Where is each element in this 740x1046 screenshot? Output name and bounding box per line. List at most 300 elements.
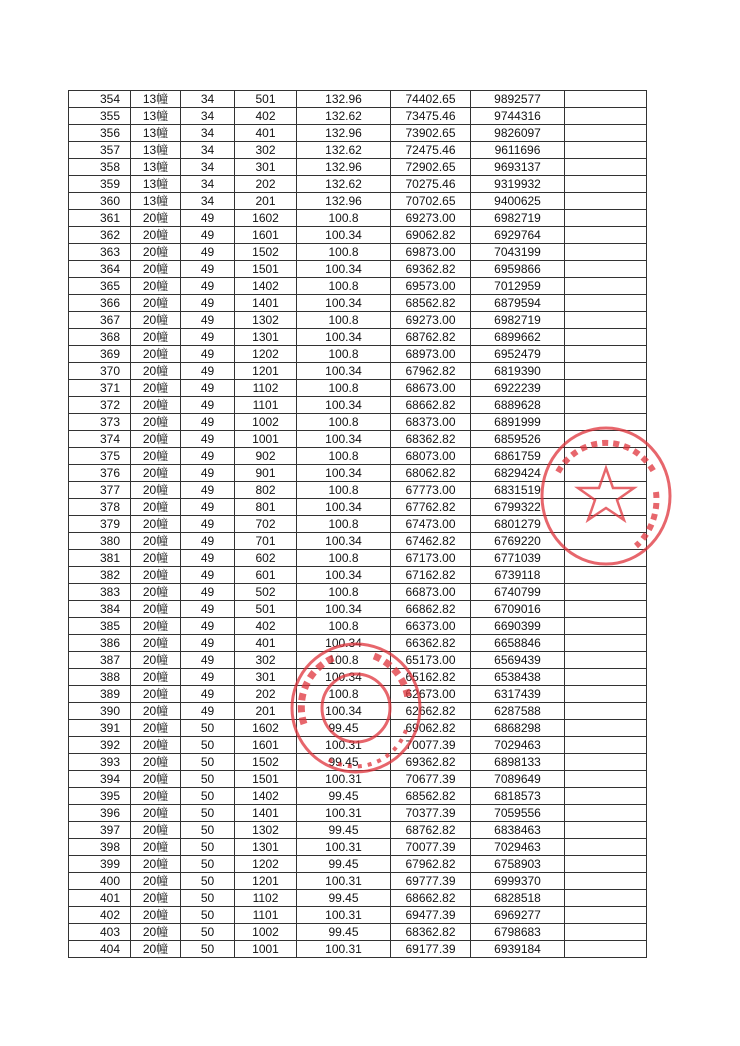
- remark-cell: [565, 941, 647, 958]
- unit-price-cell: 70077.39: [391, 737, 471, 754]
- unit-price-cell: 68362.82: [391, 924, 471, 941]
- unit-price-cell: 69062.82: [391, 227, 471, 244]
- remark-cell: [565, 346, 647, 363]
- unit-cell: 49: [181, 227, 235, 244]
- total-price-cell: 6982719: [471, 210, 565, 227]
- building-cell: 20幢: [131, 295, 181, 312]
- room-cell: 1602: [235, 720, 297, 737]
- unit-cell: 49: [181, 210, 235, 227]
- price-table-sheet: [68, 90, 647, 958]
- table-row: [69, 244, 647, 261]
- total-price-cell: 6838463: [471, 822, 565, 839]
- total-price-cell: 9693137: [471, 159, 565, 176]
- table-body: [69, 91, 647, 958]
- building-cell: 20幢: [131, 839, 181, 856]
- row-number-cell: 382: [69, 567, 131, 584]
- area-cell: 100.31: [297, 839, 391, 856]
- unit-cell: 49: [181, 363, 235, 380]
- row-number-cell: 383: [69, 584, 131, 601]
- table-row: [69, 839, 647, 856]
- table-row: [69, 210, 647, 227]
- unit-cell: 50: [181, 941, 235, 958]
- total-price-cell: 6658846: [471, 635, 565, 652]
- room-cell: 1501: [235, 261, 297, 278]
- building-cell: 20幢: [131, 805, 181, 822]
- table-row: [69, 720, 647, 737]
- room-cell: 602: [235, 550, 297, 567]
- area-cell: 99.45: [297, 890, 391, 907]
- unit-cell: 49: [181, 278, 235, 295]
- area-cell: 132.96: [297, 193, 391, 210]
- room-cell: 501: [235, 601, 297, 618]
- row-number-cell: 388: [69, 669, 131, 686]
- room-cell: 301: [235, 159, 297, 176]
- unit-cell: 49: [181, 465, 235, 482]
- row-number-cell: 355: [69, 108, 131, 125]
- table-row: [69, 499, 647, 516]
- unit-cell: 49: [181, 346, 235, 363]
- remark-cell: [565, 278, 647, 295]
- room-cell: 1102: [235, 380, 297, 397]
- unit-cell: 50: [181, 805, 235, 822]
- unit-price-cell: 69273.00: [391, 312, 471, 329]
- room-cell: 1302: [235, 822, 297, 839]
- table-row: [69, 227, 647, 244]
- table-row: [69, 516, 647, 533]
- unit-price-cell: 67962.82: [391, 363, 471, 380]
- room-cell: 401: [235, 125, 297, 142]
- row-number-cell: 366: [69, 295, 131, 312]
- building-cell: 20幢: [131, 686, 181, 703]
- area-cell: 100.31: [297, 941, 391, 958]
- unit-price-cell: 68662.82: [391, 397, 471, 414]
- table-row: [69, 346, 647, 363]
- row-number-cell: 363: [69, 244, 131, 261]
- room-cell: 1602: [235, 210, 297, 227]
- remark-cell: [565, 91, 647, 108]
- total-price-cell: 6690399: [471, 618, 565, 635]
- room-cell: 401: [235, 635, 297, 652]
- area-cell: 100.8: [297, 686, 391, 703]
- room-cell: 901: [235, 465, 297, 482]
- unit-price-cell: 66373.00: [391, 618, 471, 635]
- unit-cell: 49: [181, 618, 235, 635]
- table-row: [69, 907, 647, 924]
- room-cell: 302: [235, 652, 297, 669]
- row-number-cell: 384: [69, 601, 131, 618]
- unit-price-cell: 68673.00: [391, 380, 471, 397]
- table-row: [69, 737, 647, 754]
- room-cell: 1002: [235, 414, 297, 431]
- unit-cell: 49: [181, 499, 235, 516]
- unit-price-cell: 68373.00: [391, 414, 471, 431]
- table-row: [69, 890, 647, 907]
- unit-cell: 49: [181, 703, 235, 720]
- total-price-cell: 9826097: [471, 125, 565, 142]
- area-cell: 132.96: [297, 159, 391, 176]
- unit-price-cell: 66873.00: [391, 584, 471, 601]
- total-price-cell: 6922239: [471, 380, 565, 397]
- total-price-cell: 6939184: [471, 941, 565, 958]
- row-number-cell: 397: [69, 822, 131, 839]
- area-cell: 100.8: [297, 618, 391, 635]
- table-row: [69, 482, 647, 499]
- unit-cell: 34: [181, 159, 235, 176]
- total-price-cell: 6771039: [471, 550, 565, 567]
- remark-cell: [565, 431, 647, 448]
- table-row: [69, 91, 647, 108]
- table-row: [69, 618, 647, 635]
- price-table: [68, 90, 647, 958]
- unit-cell: 34: [181, 91, 235, 108]
- row-number-cell: 356: [69, 125, 131, 142]
- row-number-cell: 367: [69, 312, 131, 329]
- area-cell: 100.34: [297, 635, 391, 652]
- building-cell: 20幢: [131, 737, 181, 754]
- table-row: [69, 142, 647, 159]
- table-row: [69, 261, 647, 278]
- remark-cell: [565, 652, 647, 669]
- total-price-cell: 6929764: [471, 227, 565, 244]
- row-number-cell: 404: [69, 941, 131, 958]
- area-cell: 100.34: [297, 363, 391, 380]
- total-price-cell: 9611696: [471, 142, 565, 159]
- row-number-cell: 378: [69, 499, 131, 516]
- table-row: [69, 363, 647, 380]
- table-row: [69, 822, 647, 839]
- row-number-cell: 373: [69, 414, 131, 431]
- table-row: [69, 125, 647, 142]
- total-price-cell: 6959866: [471, 261, 565, 278]
- room-cell: 701: [235, 533, 297, 550]
- area-cell: 100.34: [297, 499, 391, 516]
- total-price-cell: 6982719: [471, 312, 565, 329]
- building-cell: 20幢: [131, 499, 181, 516]
- table-row: [69, 584, 647, 601]
- unit-cell: 49: [181, 397, 235, 414]
- remark-cell: [565, 839, 647, 856]
- unit-price-cell: 66362.82: [391, 635, 471, 652]
- building-cell: 13幢: [131, 91, 181, 108]
- unit-price-cell: 69362.82: [391, 754, 471, 771]
- room-cell: 1402: [235, 278, 297, 295]
- remark-cell: [565, 890, 647, 907]
- unit-cell: 49: [181, 295, 235, 312]
- remark-cell: [565, 244, 647, 261]
- table-row: [69, 431, 647, 448]
- unit-price-cell: 69177.39: [391, 941, 471, 958]
- row-number-cell: 354: [69, 91, 131, 108]
- table-row: [69, 941, 647, 958]
- building-cell: 20幢: [131, 941, 181, 958]
- total-price-cell: 9400625: [471, 193, 565, 210]
- unit-price-cell: 69362.82: [391, 261, 471, 278]
- room-cell: 301: [235, 669, 297, 686]
- unit-cell: 34: [181, 125, 235, 142]
- unit-price-cell: 62673.00: [391, 686, 471, 703]
- unit-price-cell: 62662.82: [391, 703, 471, 720]
- table-row: [69, 686, 647, 703]
- unit-cell: 50: [181, 907, 235, 924]
- total-price-cell: 6758903: [471, 856, 565, 873]
- building-cell: 20幢: [131, 907, 181, 924]
- total-price-cell: 6287588: [471, 703, 565, 720]
- unit-cell: 49: [181, 380, 235, 397]
- table-row: [69, 193, 647, 210]
- building-cell: 13幢: [131, 125, 181, 142]
- unit-price-cell: 70702.65: [391, 193, 471, 210]
- room-cell: 1002: [235, 924, 297, 941]
- unit-price-cell: 68973.00: [391, 346, 471, 363]
- row-number-cell: 400: [69, 873, 131, 890]
- unit-price-cell: 73475.46: [391, 108, 471, 125]
- area-cell: 132.62: [297, 176, 391, 193]
- remark-cell: [565, 397, 647, 414]
- area-cell: 132.96: [297, 91, 391, 108]
- remark-cell: [565, 159, 647, 176]
- building-cell: 20幢: [131, 635, 181, 652]
- room-cell: 1001: [235, 431, 297, 448]
- unit-cell: 50: [181, 771, 235, 788]
- total-price-cell: 6891999: [471, 414, 565, 431]
- remark-cell: [565, 669, 647, 686]
- remark-cell: [565, 363, 647, 380]
- row-number-cell: 393: [69, 754, 131, 771]
- remark-cell: [565, 312, 647, 329]
- room-cell: 1001: [235, 941, 297, 958]
- remark-cell: [565, 414, 647, 431]
- unit-cell: 50: [181, 822, 235, 839]
- area-cell: 99.45: [297, 754, 391, 771]
- unit-cell: 50: [181, 839, 235, 856]
- table-row: [69, 754, 647, 771]
- table-row: [69, 414, 647, 431]
- table-row: [69, 448, 647, 465]
- room-cell: 801: [235, 499, 297, 516]
- building-cell: 20幢: [131, 771, 181, 788]
- remark-cell: [565, 686, 647, 703]
- remark-cell: [565, 720, 647, 737]
- room-cell: 601: [235, 567, 297, 584]
- total-price-cell: 7043199: [471, 244, 565, 261]
- unit-price-cell: 73902.65: [391, 125, 471, 142]
- table-row: [69, 873, 647, 890]
- total-price-cell: 7089649: [471, 771, 565, 788]
- unit-cell: 49: [181, 244, 235, 261]
- building-cell: 20幢: [131, 414, 181, 431]
- building-cell: 20幢: [131, 567, 181, 584]
- unit-cell: 49: [181, 584, 235, 601]
- total-price-cell: 6828518: [471, 890, 565, 907]
- remark-cell: [565, 754, 647, 771]
- unit-price-cell: 65162.82: [391, 669, 471, 686]
- table-row: [69, 159, 647, 176]
- row-number-cell: 377: [69, 482, 131, 499]
- unit-price-cell: 67462.82: [391, 533, 471, 550]
- row-number-cell: 399: [69, 856, 131, 873]
- room-cell: 702: [235, 516, 297, 533]
- total-price-cell: 6999370: [471, 873, 565, 890]
- building-cell: 20幢: [131, 652, 181, 669]
- total-price-cell: 7029463: [471, 737, 565, 754]
- unit-cell: 49: [181, 652, 235, 669]
- row-number-cell: 379: [69, 516, 131, 533]
- room-cell: 902: [235, 448, 297, 465]
- row-number-cell: 362: [69, 227, 131, 244]
- area-cell: 100.8: [297, 244, 391, 261]
- total-price-cell: 6829424: [471, 465, 565, 482]
- building-cell: 20幢: [131, 669, 181, 686]
- table-row: [69, 465, 647, 482]
- unit-price-cell: 69062.82: [391, 720, 471, 737]
- room-cell: 1601: [235, 737, 297, 754]
- area-cell: 100.31: [297, 805, 391, 822]
- table-row: [69, 805, 647, 822]
- row-number-cell: 398: [69, 839, 131, 856]
- row-number-cell: 395: [69, 788, 131, 805]
- table-row: [69, 567, 647, 584]
- unit-price-cell: 70677.39: [391, 771, 471, 788]
- unit-price-cell: 72475.46: [391, 142, 471, 159]
- area-cell: 100.31: [297, 907, 391, 924]
- unit-price-cell: 69873.00: [391, 244, 471, 261]
- unit-price-cell: 68762.82: [391, 822, 471, 839]
- table-row: [69, 652, 647, 669]
- building-cell: 20幢: [131, 363, 181, 380]
- area-cell: 100.31: [297, 737, 391, 754]
- row-number-cell: 358: [69, 159, 131, 176]
- row-number-cell: 365: [69, 278, 131, 295]
- building-cell: 20幢: [131, 312, 181, 329]
- unit-price-cell: 69273.00: [391, 210, 471, 227]
- unit-price-cell: 67762.82: [391, 499, 471, 516]
- remark-cell: [565, 703, 647, 720]
- building-cell: 13幢: [131, 176, 181, 193]
- building-cell: 20幢: [131, 584, 181, 601]
- area-cell: 100.34: [297, 329, 391, 346]
- building-cell: 20幢: [131, 210, 181, 227]
- unit-cell: 50: [181, 737, 235, 754]
- building-cell: 20幢: [131, 890, 181, 907]
- unit-cell: 50: [181, 924, 235, 941]
- row-number-cell: 368: [69, 329, 131, 346]
- unit-cell: 49: [181, 482, 235, 499]
- unit-cell: 50: [181, 754, 235, 771]
- building-cell: 20幢: [131, 465, 181, 482]
- total-price-cell: 9892577: [471, 91, 565, 108]
- total-price-cell: 6317439: [471, 686, 565, 703]
- area-cell: 100.34: [297, 669, 391, 686]
- unit-price-cell: 68762.82: [391, 329, 471, 346]
- unit-price-cell: 69777.39: [391, 873, 471, 890]
- unit-cell: 49: [181, 635, 235, 652]
- remark-cell: [565, 176, 647, 193]
- total-price-cell: 6861759: [471, 448, 565, 465]
- area-cell: 100.34: [297, 703, 391, 720]
- total-price-cell: 6969277: [471, 907, 565, 924]
- unit-cell: 34: [181, 176, 235, 193]
- total-price-cell: 6801279: [471, 516, 565, 533]
- total-price-cell: 6739118: [471, 567, 565, 584]
- remark-cell: [565, 329, 647, 346]
- total-price-cell: 6898133: [471, 754, 565, 771]
- unit-cell: 50: [181, 873, 235, 890]
- remark-cell: [565, 261, 647, 278]
- total-price-cell: 6569439: [471, 652, 565, 669]
- unit-cell: 34: [181, 108, 235, 125]
- building-cell: 20幢: [131, 431, 181, 448]
- unit-price-cell: 68073.00: [391, 448, 471, 465]
- building-cell: 20幢: [131, 924, 181, 941]
- area-cell: 100.8: [297, 210, 391, 227]
- area-cell: 100.8: [297, 312, 391, 329]
- room-cell: 302: [235, 142, 297, 159]
- room-cell: 1302: [235, 312, 297, 329]
- area-cell: 100.34: [297, 261, 391, 278]
- total-price-cell: 6799322: [471, 499, 565, 516]
- area-cell: 100.8: [297, 584, 391, 601]
- table-row: [69, 601, 647, 618]
- row-number-cell: 386: [69, 635, 131, 652]
- room-cell: 1502: [235, 244, 297, 261]
- remark-cell: [565, 788, 647, 805]
- remark-cell: [565, 482, 647, 499]
- remark-cell: [565, 125, 647, 142]
- area-cell: 99.45: [297, 720, 391, 737]
- building-cell: 20幢: [131, 533, 181, 550]
- table-row: [69, 278, 647, 295]
- total-price-cell: 9744316: [471, 108, 565, 125]
- unit-cell: 49: [181, 550, 235, 567]
- building-cell: 20幢: [131, 873, 181, 890]
- total-price-cell: 7059556: [471, 805, 565, 822]
- room-cell: 1202: [235, 856, 297, 873]
- row-number-cell: 387: [69, 652, 131, 669]
- table-row: [69, 380, 647, 397]
- unit-cell: 49: [181, 448, 235, 465]
- total-price-cell: 6868298: [471, 720, 565, 737]
- area-cell: 100.34: [297, 295, 391, 312]
- unit-cell: 49: [181, 533, 235, 550]
- area-cell: 132.62: [297, 108, 391, 125]
- row-number-cell: 401: [69, 890, 131, 907]
- room-cell: 1502: [235, 754, 297, 771]
- row-number-cell: 372: [69, 397, 131, 414]
- room-cell: 202: [235, 686, 297, 703]
- building-cell: 20幢: [131, 856, 181, 873]
- unit-cell: 49: [181, 414, 235, 431]
- unit-cell: 50: [181, 788, 235, 805]
- area-cell: 100.31: [297, 771, 391, 788]
- unit-price-cell: 69573.00: [391, 278, 471, 295]
- unit-price-cell: 67173.00: [391, 550, 471, 567]
- unit-cell: 49: [181, 261, 235, 278]
- building-cell: 20幢: [131, 227, 181, 244]
- unit-price-cell: 68562.82: [391, 788, 471, 805]
- total-price-cell: 6859526: [471, 431, 565, 448]
- room-cell: 802: [235, 482, 297, 499]
- area-cell: 100.34: [297, 567, 391, 584]
- total-price-cell: 6819390: [471, 363, 565, 380]
- table-row: [69, 788, 647, 805]
- row-number-cell: 361: [69, 210, 131, 227]
- row-number-cell: 390: [69, 703, 131, 720]
- total-price-cell: 6952479: [471, 346, 565, 363]
- remark-cell: [565, 907, 647, 924]
- room-cell: 1501: [235, 771, 297, 788]
- building-cell: 20幢: [131, 448, 181, 465]
- table-row: [69, 108, 647, 125]
